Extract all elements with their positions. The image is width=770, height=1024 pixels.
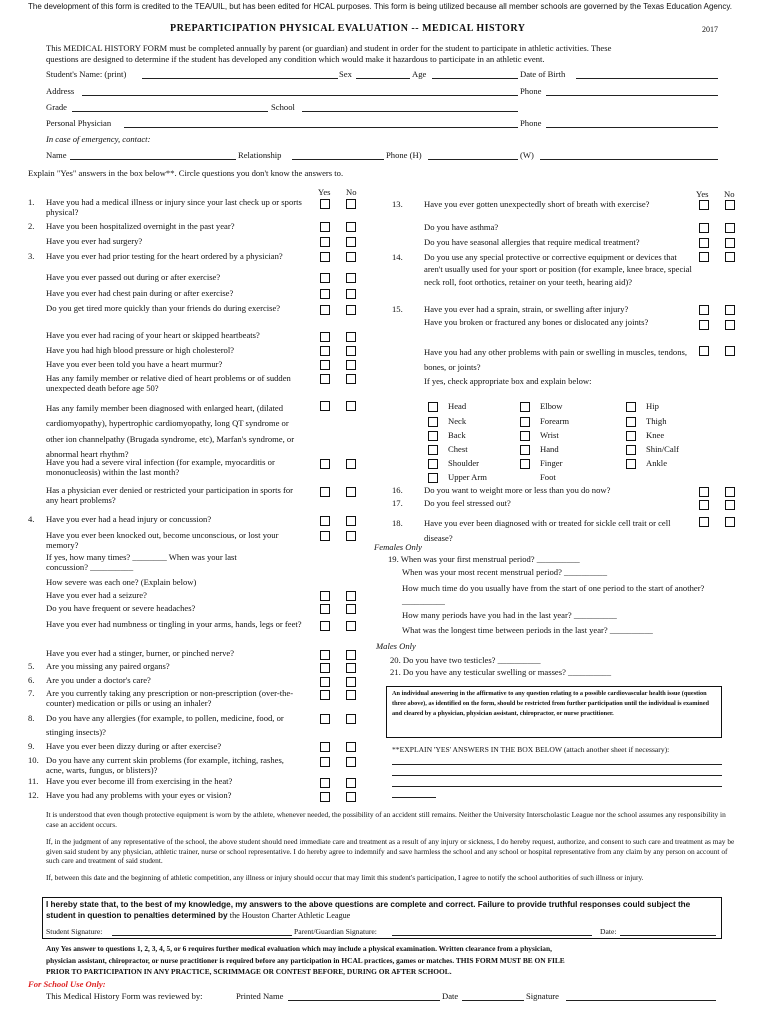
yes-checkbox[interactable] [320, 360, 330, 370]
question-text: Have you ever been knocked out, become unconscious, or lost your memory? [46, 530, 279, 551]
question-text: Do you have frequent or severe headaches? [46, 603, 196, 613]
explain-line-2[interactable] [392, 767, 722, 776]
yes-checkbox[interactable] [320, 273, 330, 283]
parent-signature-field[interactable] [392, 928, 592, 936]
yes-checkbox[interactable] [320, 677, 330, 687]
question-number: 6. [28, 675, 35, 685]
question-text: How severe was each one? (Explain below) [46, 577, 197, 587]
school-field[interactable] [302, 103, 518, 112]
no-checkbox[interactable] [725, 223, 735, 233]
no-checkbox[interactable] [346, 273, 356, 283]
relationship-field[interactable] [292, 151, 384, 160]
body-part-label: Upper Arm [448, 472, 487, 482]
grade-label: Grade [46, 102, 67, 112]
yes-checkbox[interactable] [699, 238, 709, 248]
question-text: Have you ever had racing of your heart or skipped heartbeats? [46, 330, 260, 340]
no-checkbox[interactable] [346, 757, 356, 767]
footer-line-2: physician assistant, chiropractor, or nurse practitioner is required before any participation in HCAL practices, games or matches. THIS FORM MUST BE ON FILE [46, 956, 565, 965]
question-number: 3. [28, 251, 35, 261]
no-checkbox[interactable] [725, 500, 735, 510]
yes-checkbox[interactable] [320, 604, 330, 614]
question-number: 10. [28, 755, 39, 765]
yes-checkbox[interactable] [320, 332, 330, 342]
phone-h-label: Phone (H) [386, 150, 422, 160]
body-part-label: Forearm [540, 416, 570, 426]
question-text: Have you ever had a seizure? [46, 590, 147, 600]
no-checkbox[interactable] [346, 677, 356, 687]
question-text: Has any family member been diagnosed with enlarged heart, (dilated cardiomyopathy), hypertrophic cardiomyopathy, long QT syndrome or other ion channelpathy (Brugada syndrome, etc), Marfan's syndrome, or abnormal heart rhythm? [46, 403, 295, 460]
phone-label: Phone [520, 86, 542, 96]
yes-checkbox[interactable] [320, 199, 330, 209]
yes-header-left: Yes [318, 187, 331, 197]
question-text: Are you under a doctor's care? [46, 675, 151, 685]
yes-checkbox[interactable] [320, 252, 330, 262]
yes-checkbox[interactable] [320, 459, 330, 469]
body-part-checkbox[interactable] [520, 459, 530, 469]
body-part-checkbox[interactable] [626, 402, 636, 412]
age-label: Age [412, 69, 427, 79]
question-text: Have you ever had chest pain during or after exercise? [46, 288, 234, 298]
no-checkbox[interactable] [346, 663, 356, 673]
yes-checkbox[interactable] [699, 223, 709, 233]
body-part-checkbox[interactable] [428, 445, 438, 455]
explain-line-4[interactable] [392, 789, 436, 798]
females-only-label: Females Only [374, 542, 422, 552]
sex-field[interactable] [356, 70, 410, 79]
body-part-checkbox[interactable] [520, 431, 530, 441]
yes-checkbox[interactable] [320, 289, 330, 299]
question-text: Have you had a severe viral infection (for example, myocarditis or mononucleosis) within the last month? [46, 457, 275, 478]
q20-testicles: 20. Do you have two testicles? __________ [390, 655, 541, 665]
question-text: Do you have asthma? [424, 222, 499, 232]
question-text: Do you have any current skin problems (for example, itching, rashes, acne, warts, fungus, or blisters)? [46, 755, 284, 776]
question-text: Have you ever had a stinger, burner, or pinched nerve? [46, 648, 235, 658]
review-signature-field[interactable] [566, 992, 716, 1001]
question-text: If yes, how many times? ________ When was your last concussion? __________ [46, 552, 237, 573]
question-text: Have you had any other problems with pain or swelling in muscles, tendons, bones, or joints? [424, 347, 688, 372]
q19-cycle-time: How much time do you usually have from the start of one period to the start of another? __________ [402, 583, 705, 607]
question-text: Have you been hospitalized overnight in the past year? [46, 221, 235, 231]
address-label: Address [46, 86, 75, 96]
no-checkbox[interactable] [346, 621, 356, 631]
student-name-label: Student's Name: (print) [46, 69, 127, 79]
phone2-field[interactable] [546, 119, 718, 128]
question-text: Do you use any special protective or corrective equipment or devices that aren't usually used for your sport or position (for example, knee brace, special neck roll, foot orthotics, retainer on your teeth, hearing aid)? [424, 252, 692, 287]
yes-checkbox[interactable] [320, 714, 330, 724]
question-number: 16. [392, 485, 403, 495]
statement-main: I hereby state that, to the best of my knowledge, my answers to the above questions are complete and correct. Failure to provide truthful responses could subject the student in question to penalties determined by [46, 900, 691, 920]
question-number: 1. [28, 197, 35, 207]
reviewed-by-label: This Medical History Form was reviewed by: [46, 991, 203, 1001]
yes-checkbox[interactable] [320, 531, 330, 541]
yes-checkbox[interactable] [699, 517, 709, 527]
cardio-warning-text: An individual answering in the affirmative to any question relating to a possible cardiovascular health issue (question three above), as identified on the form, should be restricted from further participation until the individual is examined and cleared by a physician, physician assistant, chiropractor, or nurse practitioner. [392, 690, 709, 717]
body-part-label: Ankle [646, 458, 668, 468]
no-checkbox[interactable] [725, 487, 735, 497]
question-text: Do you get tired more quickly than your friends do during exercise? [46, 303, 281, 313]
no-checkbox[interactable] [346, 199, 356, 209]
yes-checkbox[interactable] [320, 650, 330, 660]
question-text: Has a physician ever denied or restricted your participation in sports for any heart problems? [46, 485, 293, 506]
no-checkbox[interactable] [346, 237, 356, 247]
yes-checkbox[interactable] [320, 792, 330, 802]
body-part-label: Elbow [540, 401, 563, 411]
body-part-label: Wrist [540, 430, 559, 440]
yes-checkbox[interactable] [320, 222, 330, 232]
q19-first-period: 19. When was your first menstrual period? __________ [388, 554, 580, 564]
sex-label: Sex [339, 69, 352, 79]
phone-w-field[interactable] [540, 151, 718, 160]
question-text: Are you currently taking any prescription or non-prescription (over-the-counter) medication or pills or using an inhaler? [46, 688, 294, 709]
body-part-checkbox[interactable] [520, 402, 530, 412]
question-number: 5. [28, 661, 35, 671]
school-use-label: For School Use Only: [28, 979, 106, 989]
yes-checkbox[interactable] [699, 487, 709, 497]
body-part-label: Thigh [646, 416, 667, 426]
question-number: 15. [392, 304, 403, 314]
question-text: Do you have seasonal allergies that require medical treatment? [424, 237, 640, 247]
statement-league: the Houston Charter Athletic League [229, 910, 351, 920]
body-part-checkbox[interactable] [626, 445, 636, 455]
no-checkbox[interactable] [725, 238, 735, 248]
explain-line-1[interactable] [392, 756, 722, 765]
body-part-label: Finger [540, 458, 563, 468]
question-text: Have you ever gotten unexpectedly short of breath with exercise? [424, 199, 650, 209]
body-part-label: Knee [646, 430, 665, 440]
question-number: 2. [28, 221, 35, 231]
no-checkbox[interactable] [346, 332, 356, 342]
no-checkbox[interactable] [725, 517, 735, 527]
no-checkbox[interactable] [725, 346, 735, 356]
body-part-checkbox[interactable] [428, 431, 438, 441]
no-checkbox[interactable] [346, 690, 356, 700]
body-part-label: Head [448, 401, 467, 411]
yes-checkbox[interactable] [320, 778, 330, 788]
question-text: Have you ever had numbness or tingling in your arms, hands, legs or feet? [46, 619, 302, 629]
page-title: PREPARTICIPATION PHYSICAL EVALUATION -- MEDICAL HISTORY [170, 23, 526, 34]
intro-line-1: This MEDICAL HISTORY FORM must be completed annually by parent (or guardian) and student in order for the student to participate in athletic activities. These [46, 43, 612, 53]
question-text: Have you ever had a sprain, strain, or swelling after injury? [424, 304, 629, 314]
question-text: Have you had a medical illness or injury since your last check up or sports physical? [46, 197, 302, 218]
question-number: 7. [28, 688, 35, 698]
legal-paragraph-3: If, between this date and the beginning of athletic competition, any illness or injury should occur that may limit this student's participation, I agree to notify the school authorities of such illness or injury. [46, 873, 644, 882]
q19-recent-period: When was your most recent menstrual period? __________ [402, 567, 608, 577]
no-checkbox[interactable] [725, 320, 735, 330]
body-part-checkbox[interactable] [626, 459, 636, 469]
student-name-field[interactable] [142, 70, 338, 79]
name-label: Name [46, 150, 67, 160]
yes-checkbox[interactable] [320, 591, 330, 601]
school-label: School [271, 102, 295, 112]
yes-checkbox[interactable] [320, 487, 330, 497]
yes-checkbox[interactable] [320, 690, 330, 700]
question-number: 9. [28, 741, 35, 751]
no-checkbox[interactable] [346, 792, 356, 802]
no-checkbox[interactable] [346, 650, 356, 660]
yes-checkbox[interactable] [699, 346, 709, 356]
explain-instruction: Explain "Yes" answers in the box below**. Circle questions you don't know the answers to. [28, 168, 344, 178]
legal-paragraph-1: It is understood that even though protective equipment is worn by the athlete, whenever needed, the possibility of an accident still remains. Neither the University Interscholastic League nor the school assumes any responsibility in case an accident occurs. [46, 810, 726, 829]
body-part-checkbox[interactable] [428, 473, 438, 483]
relationship-label: Relationship [238, 150, 282, 160]
question-number: 18. [392, 518, 403, 528]
no-checkbox[interactable] [346, 459, 356, 469]
no-checkbox[interactable] [346, 531, 356, 541]
student-signature-label: Student Signature: [46, 927, 103, 936]
no-header-left: No [346, 187, 357, 197]
body-part-label: Shoulder [448, 458, 480, 468]
body-part-checkbox[interactable] [428, 417, 438, 427]
question-text: Have you had any problems with your eyes or vision? [46, 790, 232, 800]
yes-checkbox[interactable] [320, 401, 330, 411]
no-checkbox[interactable] [346, 591, 356, 601]
question-number: 13. [392, 199, 403, 209]
age-field[interactable] [432, 70, 518, 79]
body-part-label: Back [448, 430, 466, 440]
no-checkbox[interactable] [346, 778, 356, 788]
yes-checkbox[interactable] [320, 742, 330, 752]
no-checkbox[interactable] [346, 487, 356, 497]
body-part-checkbox[interactable] [428, 402, 438, 412]
printed-name-label: Printed Name [236, 991, 284, 1001]
question-text: Have you had high blood pressure or high cholesterol? [46, 345, 235, 355]
dob-field[interactable] [576, 70, 718, 79]
question-text: Have you ever been told you have a heart murmur? [46, 359, 223, 369]
no-checkbox[interactable] [725, 305, 735, 315]
question-number: 14. [392, 252, 403, 262]
question-text: Have you ever had a head injury or concussion? [46, 514, 212, 524]
intro-line-2: questions are designed to determine if the student has developed any condition which would make it hazardous to participate in an athletic event. [46, 54, 545, 64]
no-checkbox[interactable] [346, 305, 356, 315]
question-text: Have you ever had surgery? [46, 236, 143, 246]
name-field[interactable] [70, 151, 236, 160]
physician-field[interactable] [124, 119, 518, 128]
question-text: Have you broken or fractured any bones or dislocated any joints? [424, 317, 649, 327]
body-part-label: Neck [448, 416, 467, 426]
yes-checkbox[interactable] [320, 305, 330, 315]
body-part-checkbox[interactable] [626, 431, 636, 441]
question-text: Have you ever been diagnosed with or treated for sickle cell trait or cell disease? [424, 518, 671, 544]
no-checkbox[interactable] [725, 200, 735, 210]
student-signature-field[interactable] [112, 928, 292, 936]
no-checkbox[interactable] [346, 604, 356, 614]
yes-checkbox[interactable] [699, 500, 709, 510]
review-signature-label: Signature [526, 991, 559, 1001]
no-checkbox[interactable] [346, 374, 356, 384]
body-part-label: Shin/Calf [646, 444, 679, 454]
body-part-label: Chest [448, 444, 468, 454]
question-text: Are you missing any paired organs? [46, 661, 170, 671]
date-field[interactable] [620, 928, 716, 936]
review-date-field[interactable] [462, 992, 524, 1001]
no-checkbox[interactable] [725, 252, 735, 262]
no-checkbox[interactable] [346, 289, 356, 299]
no-checkbox[interactable] [346, 516, 356, 526]
question-text: Do you want to weight more or less than you do now? [424, 485, 611, 495]
address-field[interactable] [82, 87, 518, 96]
question-text: Have you ever become ill from exercising in the heat? [46, 776, 233, 786]
phone-w-label: (W) [520, 150, 534, 160]
dob-label: Date of Birth [520, 69, 566, 79]
body-part-label: Foot [540, 472, 556, 482]
legal-paragraph-2: If, in the judgment of any representative of the school, the above student should need immediate care and treatment as a result of any injury or sickness, I do hereby request, authorize, and consent to such care and treatment as may be given said student by any physician, athletic trainer, nurse or school representative. I do hereby agree to indemnify and save harmless the school and any school or hospital representative from any claim by any person on account of such care and treatment of said student. [46, 837, 735, 866]
question-number: 11. [28, 776, 39, 786]
question-number: 4. [28, 514, 35, 524]
date-label: Date: [600, 927, 617, 936]
printed-name-field[interactable] [288, 992, 440, 1001]
no-checkbox[interactable] [346, 742, 356, 752]
no-checkbox[interactable] [346, 252, 356, 262]
no-checkbox[interactable] [346, 346, 356, 356]
body-part-checkbox[interactable] [626, 417, 636, 427]
yes-header-right: Yes [696, 189, 709, 199]
body-part-checkbox[interactable] [428, 459, 438, 469]
grade-field[interactable] [72, 103, 268, 112]
question-text: Has any family member or relative died of heart problems or of sudden unexpected death before age 50? [46, 373, 291, 394]
parent-signature-label: Parent/Guardian Signature: [294, 927, 377, 936]
body-part-label: Hip [646, 401, 659, 411]
yes-checkbox[interactable] [320, 516, 330, 526]
top-note: The development of this form is credited to the TEA/UIL, but has been edited for HCAL purposes. This form is being utilized because all member schools are governed by the Texas Education Agency. [28, 2, 732, 11]
yes-checkbox[interactable] [320, 621, 330, 631]
no-checkbox[interactable] [346, 714, 356, 724]
yes-checkbox[interactable] [699, 252, 709, 262]
body-part-checkbox[interactable] [520, 445, 530, 455]
form-year: 2017 [702, 25, 718, 34]
q21-swelling: 21. Do you have any testicular swelling or masses? __________ [390, 667, 612, 677]
yes-checkbox[interactable] [699, 320, 709, 330]
question-text: Do you have any allergies (for example, to pollen, medicine, food, or stinging insects)? [46, 713, 284, 737]
question-text: Have you ever passed out during or after exercise? [46, 272, 221, 282]
yes-checkbox[interactable] [699, 305, 709, 315]
phone-h-field[interactable] [428, 151, 518, 160]
phone-field[interactable] [546, 87, 718, 96]
body-part-checkbox[interactable] [520, 417, 530, 427]
question-number: 17. [392, 498, 403, 508]
body-part-checkbox[interactable] [520, 472, 530, 482]
no-header-right: No [724, 189, 735, 199]
no-checkbox[interactable] [346, 401, 356, 411]
body-part-label: Hand [540, 444, 559, 454]
yes-checkbox[interactable] [320, 237, 330, 247]
question-number: 8. [28, 713, 35, 723]
statement-text [46, 900, 716, 921]
phone2-label: Phone [520, 118, 542, 128]
question-number: 12. [28, 790, 39, 800]
question-text: Have you ever had prior testing for the heart ordered by a physician? [46, 251, 283, 261]
footer-line-3: PRIOR TO PARTICIPATION IN ANY PRACTICE, SCRIMMAGE OR CONTEST BEFORE, DURING OR AFTER SCHOOL. [46, 967, 452, 976]
yes-checkbox[interactable] [320, 374, 330, 384]
explain-box-label: **EXPLAIN 'YES' ANSWERS IN THE BOX BELOW (attach another sheet if necessary): [392, 745, 670, 754]
footer-line-1: Any Yes answer to questions 1, 2, 3, 4, 5, or 6 requires further medical evaluation which may include a physical examination. Written clearance from a physician, [46, 944, 552, 953]
explain-line-3[interactable] [392, 778, 722, 787]
yes-checkbox[interactable] [320, 346, 330, 356]
review-date-label: Date [442, 991, 459, 1001]
physician-label: Personal Physician [46, 118, 112, 128]
males-only-label: Males Only [376, 641, 416, 651]
yes-checkbox[interactable] [699, 200, 709, 210]
no-checkbox[interactable] [346, 222, 356, 232]
question-text: If yes, check appropriate box and explain below: [424, 376, 592, 386]
emergency-label: In case of emergency, contact: [46, 134, 151, 144]
question-text: Do you feel stressed out? [424, 498, 511, 508]
yes-checkbox[interactable] [320, 757, 330, 767]
question-text: Have you ever been dizzy during or after exercise? [46, 741, 222, 751]
no-checkbox[interactable] [346, 360, 356, 370]
yes-checkbox[interactable] [320, 663, 330, 673]
q19-period-count: How many periods have you had in the last year? __________ [402, 610, 617, 620]
q19-longest-time: What was the longest time between periods in the last year? __________ [402, 625, 653, 635]
